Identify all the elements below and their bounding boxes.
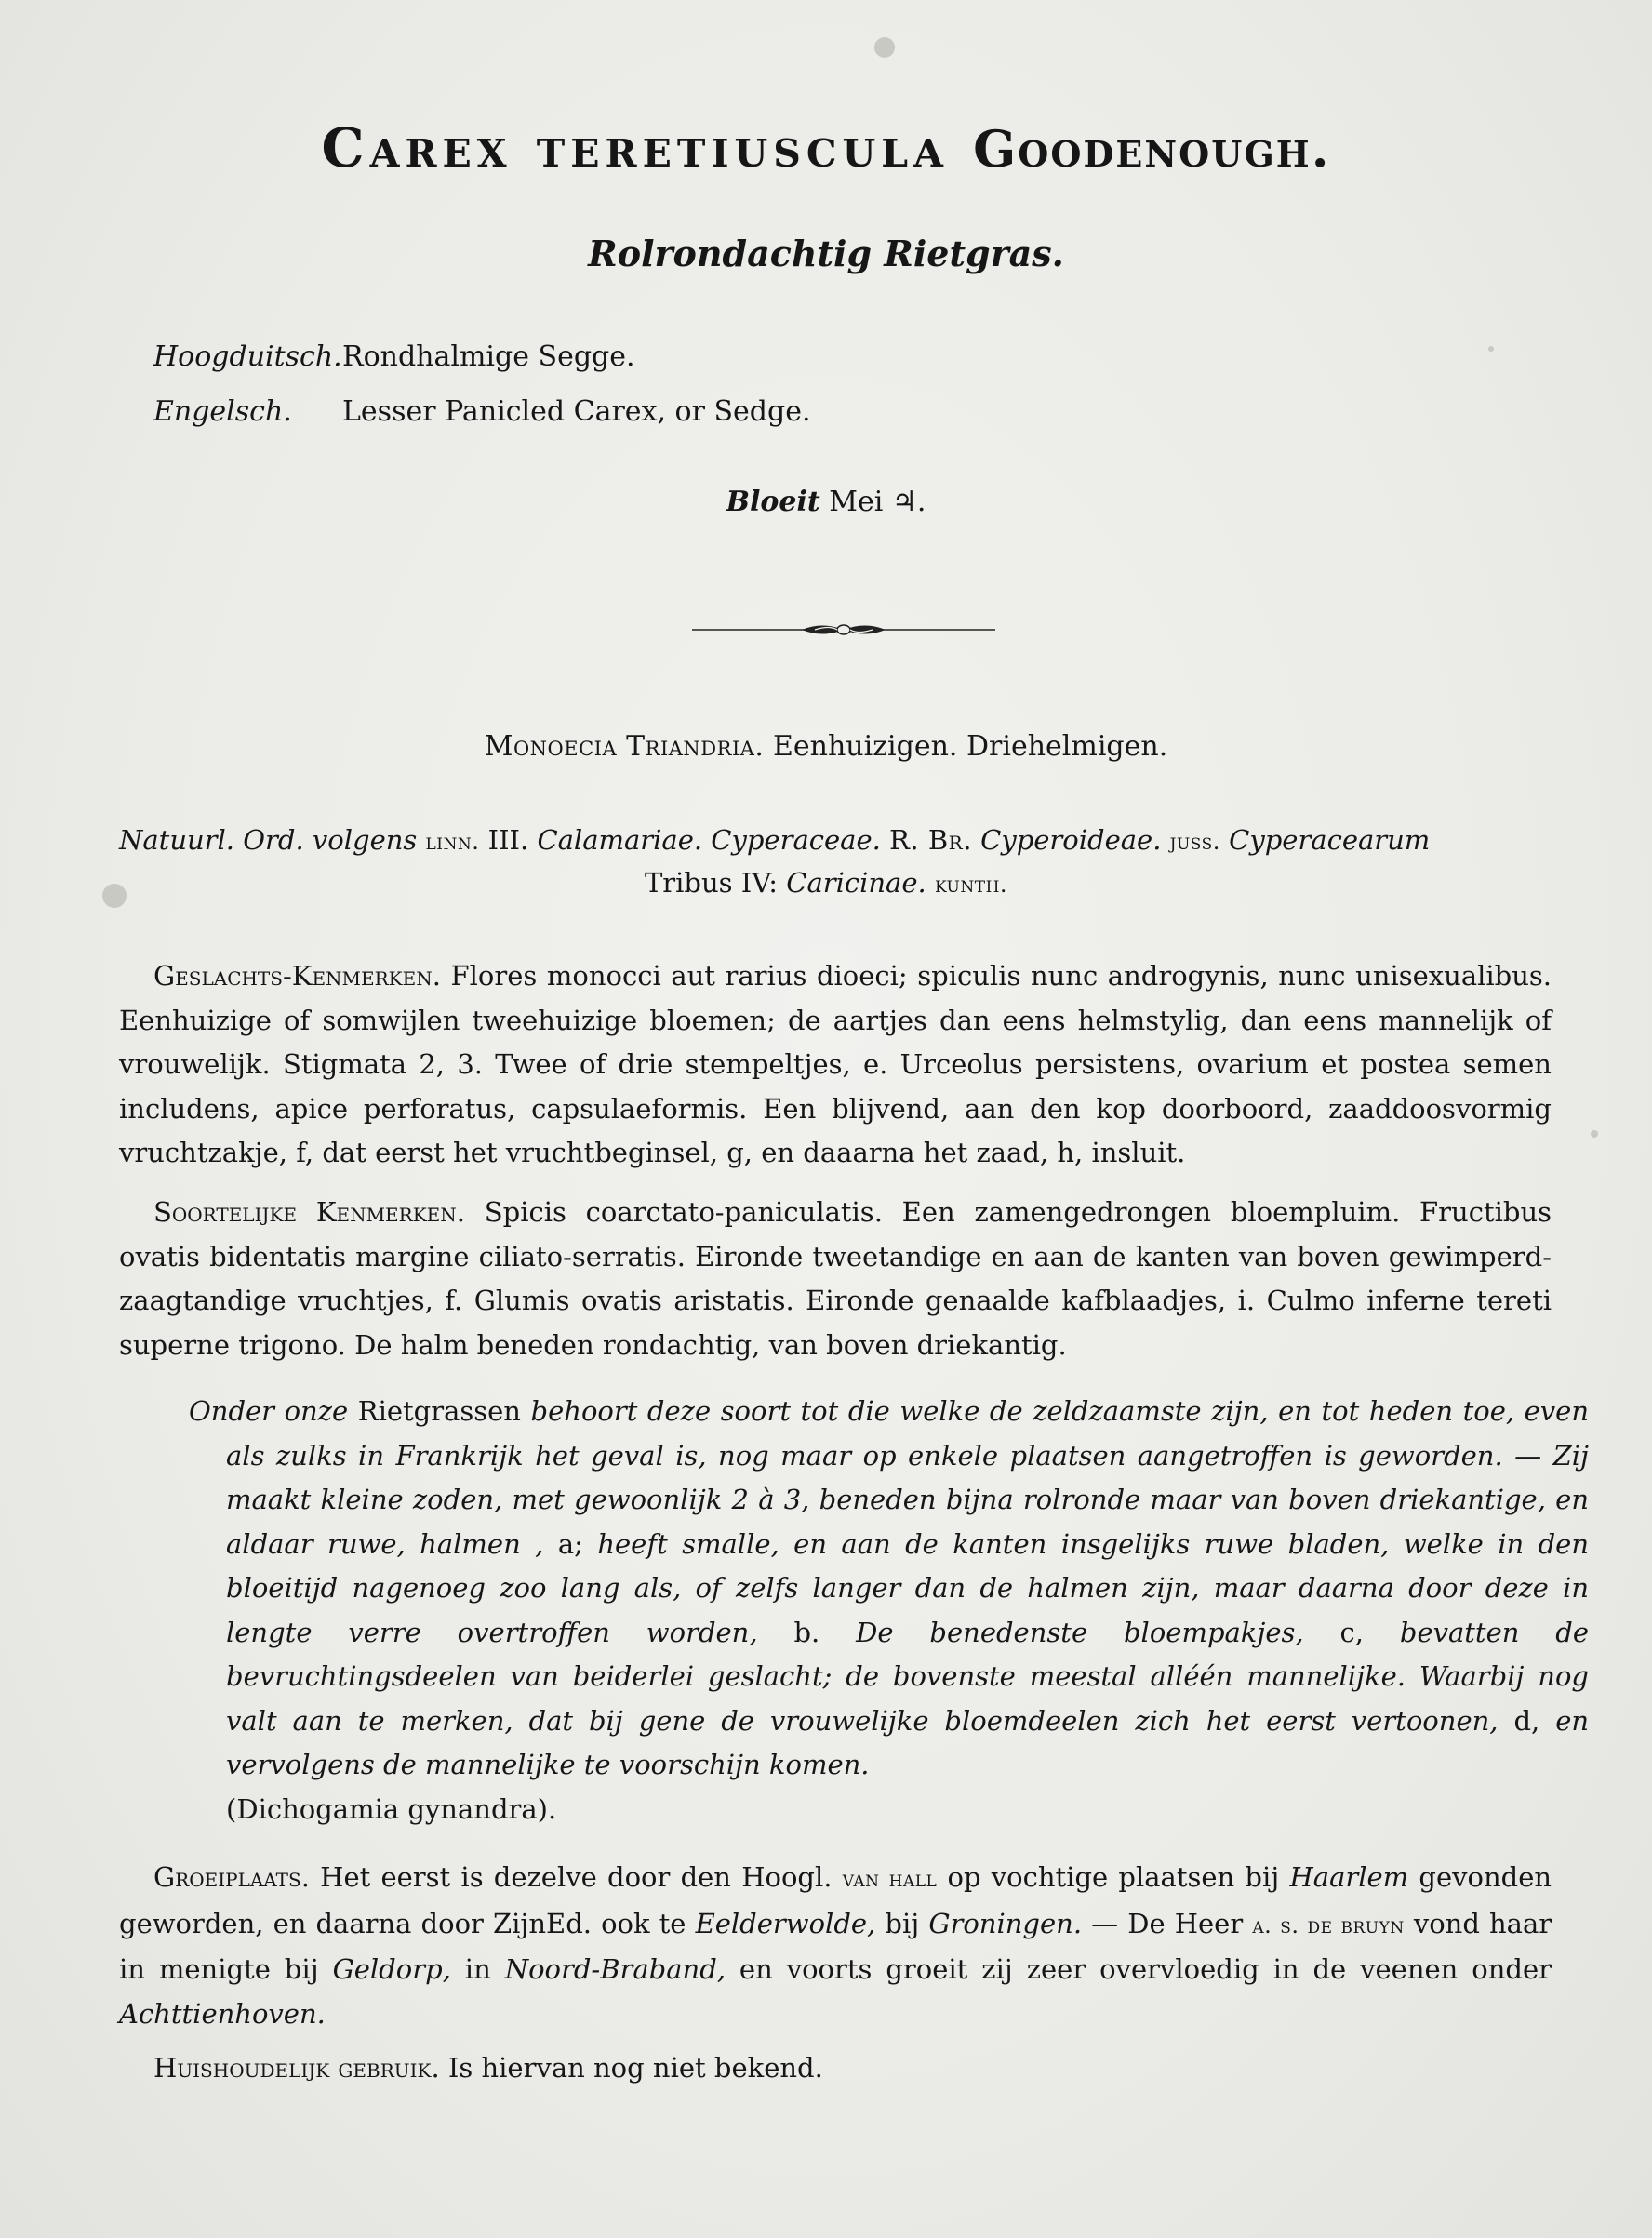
linn-class-number: III. (487, 824, 529, 856)
name-row-german (153, 340, 635, 373)
genus-characters (119, 954, 1552, 1176)
note-text: en vervolgens de mannelijke te voorschijn komen. (226, 1704, 1590, 1780)
classification-line (0, 730, 1652, 763)
habitat-text: bij (885, 1907, 920, 1939)
note-text: bevatten de bevruchtingsdeelen van beiderlei geslacht; de bovenste meestal alléén mannelijke. Waarbij nog valt aan te merken, dat bij gene de vrouwelijke bloemdeelen zich het eerst vertoonen, (226, 1616, 1590, 1737)
place-name: Haarlem (1289, 1861, 1409, 1893)
genus-text: Flores monocci aut rarius dioeci; spiculis nunc androgynis, nunc unisexualibus. Eenhuizige of somwijlen tweehuizige bloemen; de aartjes dan eens helmstylig, dan eens mannelijk of vrouwelijk. Stigmata 2, 3. Twee of drie stempeltjes, e. Urceolus persistens, ovarium et postea semen includens, apice perforatus, capsulaeformis. Een blijvend, aan den kop doorboord, zaaddoosvormig vruchtzakje, f, dat eerst het vruchtbeginsel, g, en daaarna het zaad, h, insluit. (119, 960, 1552, 1168)
species-name: Carex teretiuscula (321, 116, 949, 180)
place-name: Achttienhoven. (119, 1997, 326, 2030)
place-name: Geldorp, (332, 1953, 451, 1985)
note-text: behoort deze soort tot die welke de zeldzaamste zijn, en tot heden toe, even als zulks in Frankrijk het geval is, nog maar op enkele plaatsen aangetroffen is geworden. — Zij maakt kleine zoden, met gewoonlijk 2 à 3, beneden bijna rolronde maar van boven driekantige, en aldaar ruwe, halmen , (226, 1395, 1590, 1560)
habitat-section (119, 1856, 1552, 2036)
kunth-abbrev: kunth. (934, 872, 1008, 898)
person-name: van hall (842, 1866, 938, 1892)
rbr-abbrev: R. Br. (889, 824, 972, 856)
note-text: heeft smalle, en aan de kanten insgelijks ruwe bladen, welke in den bloeitijd nagenoeg zoo lang als, of zelfs langer dan de halmen zijn, maar daarna door deze in lengte verre overtroffen worden, (226, 1527, 1590, 1648)
figure-ref-b: b. (793, 1616, 820, 1648)
language-label: Engelsch. (153, 395, 292, 428)
classification-dutch: Eenhuizigen. Driehelmigen. (773, 730, 1168, 763)
flowering-label: Bloeit (726, 486, 820, 518)
habitat-text: — De Heer (1091, 1907, 1244, 1939)
flowering-month: Mei (829, 486, 884, 518)
tribus-name: Caricinae. (786, 867, 926, 899)
household-heading: Huishoudelijk gebruik. (153, 2052, 440, 2084)
linnaean-class: Monoecia Triandria. (484, 730, 765, 763)
figure-ref-c: c, (1339, 1616, 1364, 1648)
paper-speck (874, 37, 895, 58)
habitat-text: en voorts groeit zij zeer overvloedig in de veenen onder (739, 1953, 1552, 1985)
figure-ref-d: d, (1513, 1704, 1540, 1737)
juss-abbrev: juss. (1169, 829, 1220, 855)
person-name: a. s. de bruyn (1252, 1912, 1405, 1938)
linn-order-names: Calamariae. Cyperaceae. (537, 824, 881, 856)
species-text: Spicis coarctato-paniculatis. Een zamengedrongen bloempluim. Fructibus ovatis bidentatis margine ciliato-serratis. Eironde tweetandige en aan de kanten van boven gewimperd-zaagtandige vruchtjes, f. Glumis ovatis aristatis. Eironde genaalde kafblaadjes, i. Culmo inferne tereti superne trigono. De halm beneden rondachtig, van boven driekantig. (119, 1196, 1552, 1361)
dutch-name: Rolrondachtig Rietgras. (588, 233, 1064, 274)
household-use-section (119, 2046, 1552, 2091)
natural-order-line-2 (0, 867, 1652, 899)
linn-abbrev: linn. (425, 829, 480, 855)
ornament-divider (692, 616, 995, 644)
order-prefix: Natuurl. Ord. volgens (119, 824, 418, 856)
language-name: Rondhalmige Segge. (342, 340, 635, 373)
page-title (0, 116, 1652, 180)
language-name: Lesser Panicled Carex, or Sedge. (342, 395, 811, 428)
species-characters (119, 1191, 1552, 1367)
genus-heading: Geslachts-Kenmerken. (153, 960, 441, 992)
paper-speck (1488, 346, 1494, 352)
paper-speck (1591, 1130, 1598, 1138)
note-text-upright: Rietgrassen (357, 1395, 521, 1427)
figure-ref-a: a; (557, 1527, 583, 1560)
habitat-heading: Groeiplaats. (153, 1861, 310, 1893)
note-text: De benedenste bloempakjes, (856, 1616, 1304, 1648)
flowering-line (0, 486, 1652, 518)
household-text: Is hiervan nog niet bekend. (447, 2052, 823, 2084)
habitat-text: gevonden geworden, en daarna door ZijnEd. ook te (119, 1861, 1552, 1939)
description-note (189, 1390, 1589, 1832)
place-name: Eelderwolde, (695, 1907, 876, 1939)
place-name: Noord-Braband, (504, 1953, 726, 1985)
juss-order-name: Cyperoideae. (980, 824, 1162, 856)
place-name: Groningen. (928, 1907, 1083, 1939)
habitat-text: in (464, 1953, 491, 1985)
perennial-symbol: ♃. (891, 486, 926, 518)
habitat-text: vond haar in menigte bij (119, 1907, 1552, 1985)
note-closing: (Dichogamia gynandra). (226, 1792, 557, 1825)
species-heading: Soortelijke Kenmerken. (153, 1196, 465, 1228)
habitat-text: op vochtige plaatsen bij (947, 1861, 1280, 1893)
habitat-text: Het eerst is dezelve door den Hoogl. (320, 1861, 833, 1893)
natural-order-line-1 (119, 824, 1552, 856)
note-text: Onder onze (189, 1395, 349, 1427)
name-row-english (153, 395, 811, 428)
tribus-label: Tribus IV: (644, 867, 779, 899)
species-author: Goodenough. (973, 119, 1331, 179)
language-label: Hoogduitsch. (153, 340, 342, 373)
kunth-order-name: Cyperacearum (1229, 824, 1431, 856)
